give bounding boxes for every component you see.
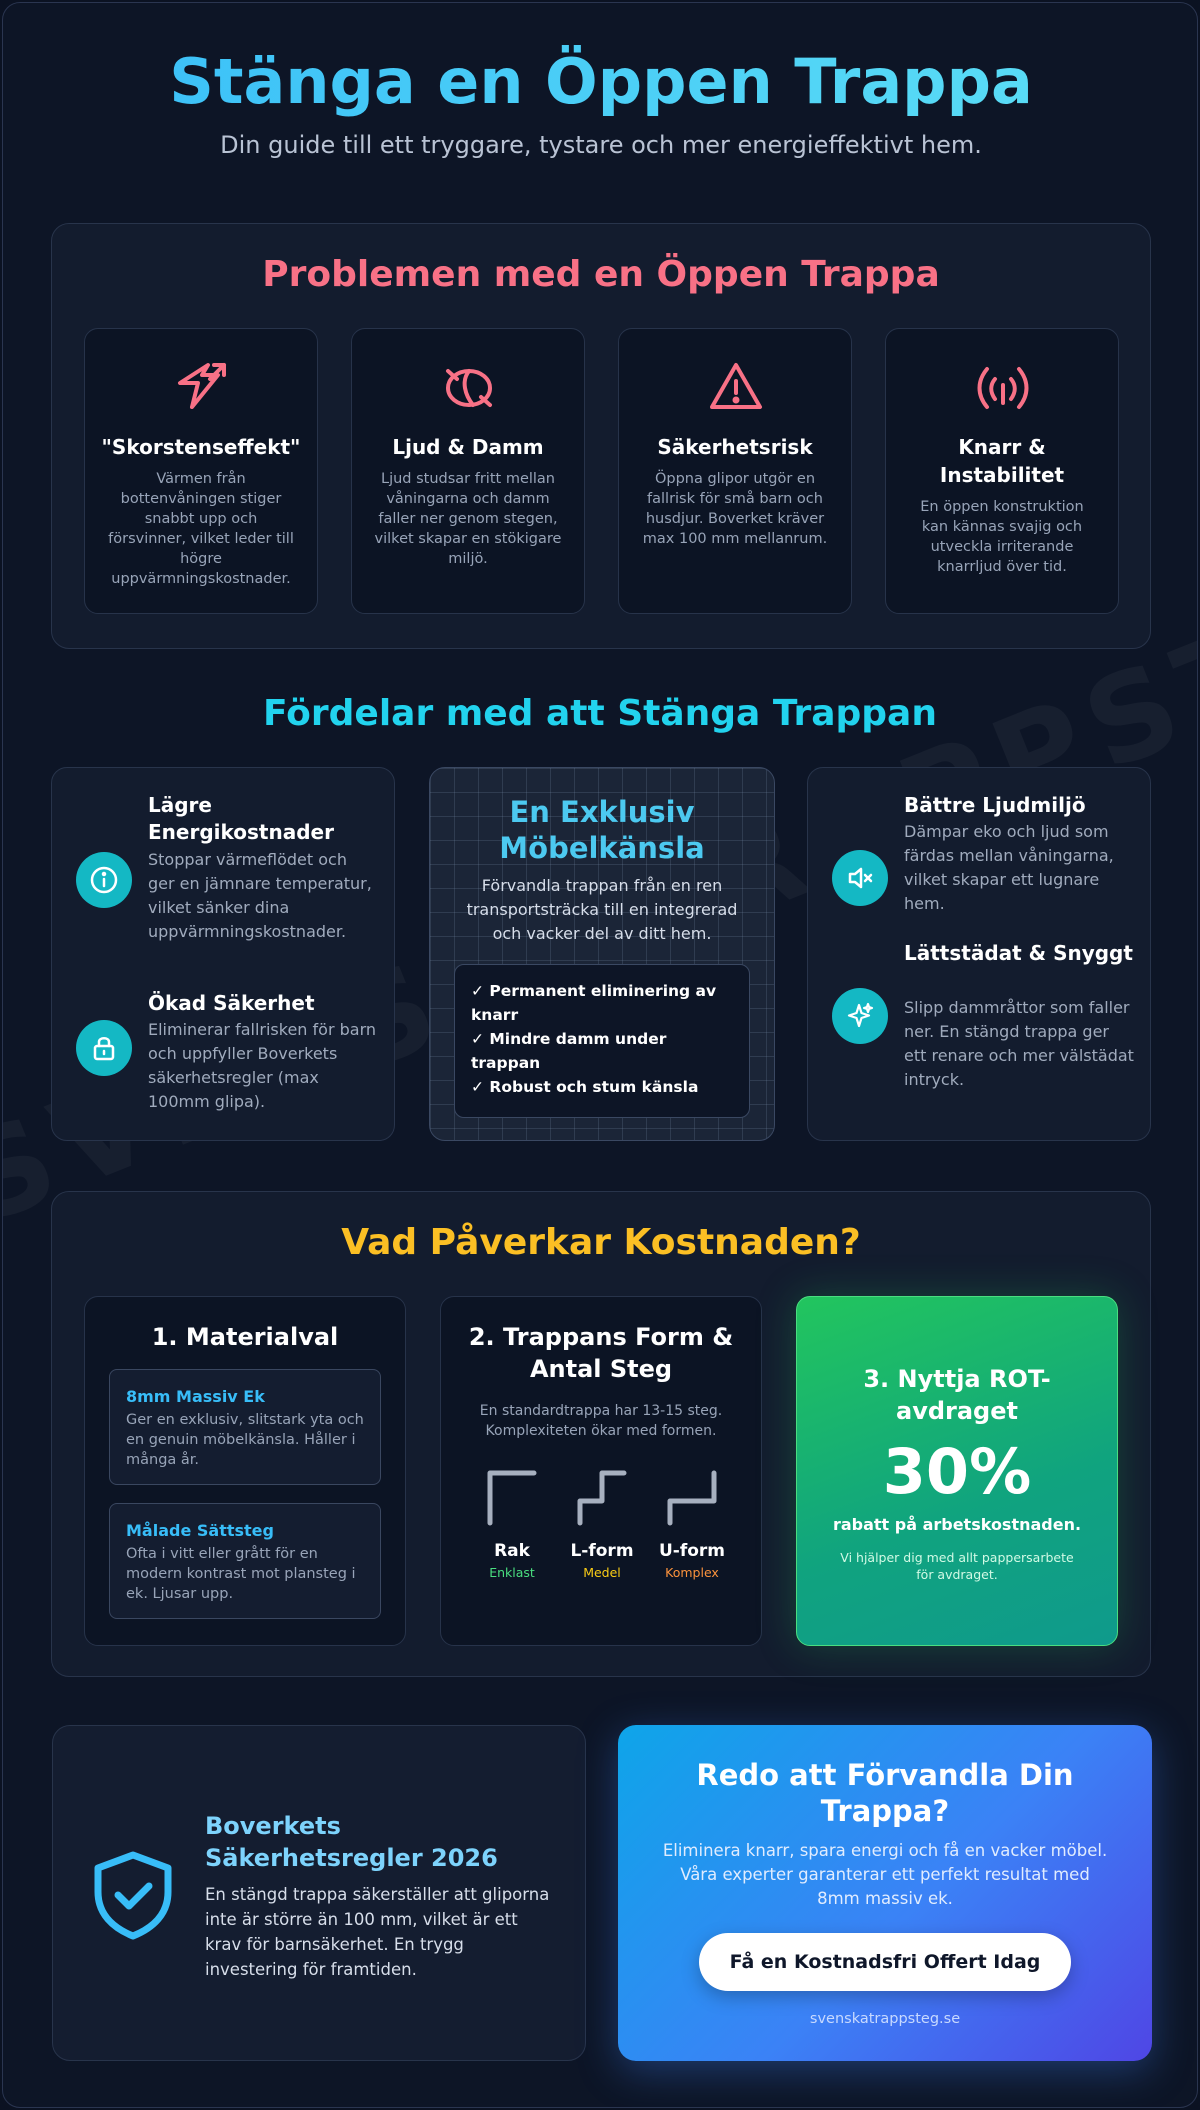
furniture-feel-card bbox=[429, 767, 775, 1141]
problem-desc: Öppna glipor utgör en fallrisk för små barn och husdjur. Boverket kräver max 100 mm mellanrum. bbox=[642, 471, 828, 547]
l-stair-icon bbox=[572, 1465, 632, 1529]
problem-title: "Skorstenseffekt" bbox=[101, 435, 301, 459]
shape-desc: En standardtrappa har 13-15 steg. Komplexiteten ökar med formen. bbox=[479, 1403, 723, 1439]
benefit-title: Bättre Ljudmiljö bbox=[904, 793, 1086, 817]
chimney-effect-icon bbox=[172, 357, 232, 417]
shape-name: U-form bbox=[658, 1541, 726, 1561]
page-title: Stänga en Öppen Trappa bbox=[3, 45, 1198, 118]
page-subtitle: Din guide till ett tryggare, tystare och mer energieffektivt hem. bbox=[220, 131, 982, 159]
benefit-desc: Slipp dammråttor som faller ner. En stängd trappa ger ett renare och mer välstädat intryck. bbox=[904, 998, 1134, 1089]
shape-straight bbox=[467, 1465, 557, 1580]
benefit-title: Ökad Säkerhet bbox=[148, 991, 315, 1015]
benefits-card-left bbox=[51, 767, 395, 1141]
shape-level: Enklast bbox=[489, 1565, 535, 1580]
benefit-sound bbox=[832, 792, 1134, 922]
benefit-icon bbox=[76, 1020, 132, 1076]
safety-desc: En stängd trappa säkerställer att gliporna inte är större än 100 mm, vilket är ett krav för barnsäkerhet. En trygg investering för framtiden. bbox=[205, 1885, 550, 1979]
material-option-title: 8mm Massiv Ek bbox=[126, 1387, 265, 1406]
warning-icon bbox=[706, 357, 766, 417]
benefit-safety bbox=[76, 990, 378, 1120]
material-option-title: Målade Sättsteg bbox=[126, 1521, 274, 1540]
vibration-icon bbox=[973, 357, 1033, 417]
shape-u bbox=[647, 1465, 737, 1580]
problem-desc: Värmen från bottenvåningen stiger snabbt upp och försvinner, vilket leder till högre uppvärmningskostnader. bbox=[108, 471, 294, 587]
infographic-page bbox=[2, 2, 1198, 2108]
sparkle-icon bbox=[845, 1001, 875, 1031]
rot-card bbox=[796, 1296, 1118, 1646]
furniture-feel-title: En Exklusiv Möbelkänsla bbox=[499, 795, 705, 865]
rot-title: 3. Nyttja ROT-avdraget bbox=[863, 1365, 1051, 1425]
free-quote-button[interactable]: Få en Kostnadsfri Offert Idag bbox=[699, 1933, 1071, 1991]
benefits-card-right bbox=[807, 767, 1151, 1141]
benefit-desc: Dämpar eko och ljud som färdas mellan våningarna, vilket skapar ett lugnare hem. bbox=[904, 822, 1114, 913]
cost-title: Vad Påverkar Kostnaden? bbox=[341, 1222, 861, 1263]
material-title: 1. Materialval bbox=[151, 1323, 339, 1351]
furniture-feel-desc: Förvandla trappan från en ren transportsträcka till en integrerad och vacker del av ditt hem. bbox=[466, 876, 738, 943]
problem-title: Knarr & Instabilitet bbox=[939, 435, 1065, 487]
shape-name: L-form bbox=[570, 1541, 634, 1561]
cta-card bbox=[618, 1725, 1152, 2061]
problem-card-noise-dust bbox=[351, 328, 585, 614]
shape-level: Komplex bbox=[665, 1565, 719, 1580]
problem-desc: Ljud studsar fritt mellan våningarna och damm faller ner genom stegen, vilket skapar en stökigare miljö. bbox=[374, 471, 562, 567]
shape-name: Rak bbox=[494, 1541, 530, 1561]
problems-section bbox=[51, 223, 1151, 649]
problem-card-chimney bbox=[84, 328, 318, 614]
checklist-item: ✓ Permanent eliminering av knarr bbox=[471, 982, 717, 1024]
cost-section bbox=[51, 1191, 1151, 1677]
u-stair-icon bbox=[662, 1465, 722, 1529]
material-option-desc: Ger en exklusiv, slitstark yta och en genuin möbelkänsla. Håller i många år. bbox=[126, 1412, 364, 1468]
benefit-icon bbox=[832, 850, 888, 906]
info-icon bbox=[89, 865, 119, 895]
shape-card bbox=[440, 1296, 762, 1646]
benefit-clean bbox=[832, 940, 1134, 1100]
mute-icon bbox=[845, 863, 875, 893]
shield-check-icon bbox=[91, 1850, 175, 1940]
problem-title: Ljud & Damm bbox=[392, 435, 544, 459]
benefit-title: Lättstädat & Snyggt bbox=[904, 941, 1133, 965]
dust-icon bbox=[439, 357, 499, 417]
problem-card-creak bbox=[885, 328, 1119, 614]
material-option-painted bbox=[109, 1503, 381, 1619]
problems-title: Problemen med en Öppen Trappa bbox=[262, 254, 940, 295]
shape-l bbox=[557, 1465, 647, 1580]
problem-desc: En öppen konstruktion kan kännas svajig och utveckla irriterande knarrljud över tid. bbox=[920, 499, 1084, 575]
benefit-desc: Stoppar värmeflödet och ger en jämnare temperatur, vilket sänker dina uppvärmningskostnader. bbox=[148, 850, 372, 941]
lock-icon bbox=[89, 1033, 119, 1063]
checklist-item: ✓ Mindre damm under trappan bbox=[471, 1030, 667, 1072]
material-card bbox=[84, 1296, 406, 1646]
benefit-energy bbox=[76, 792, 378, 972]
rot-label: rabatt på arbetskostnaden. bbox=[832, 1515, 1082, 1534]
problem-title: Säkerhetsrisk bbox=[657, 435, 813, 459]
safety-rules-card bbox=[52, 1725, 586, 2061]
problem-card-safety bbox=[618, 328, 852, 614]
shape-title: 2. Trappans Form & Antal Steg bbox=[468, 1323, 734, 1383]
straight-stair-icon bbox=[482, 1465, 542, 1529]
cta-title: Redo att Förvandla Din Trappa? bbox=[696, 1758, 1074, 1828]
material-option-oak bbox=[109, 1369, 381, 1485]
benefit-icon bbox=[832, 988, 888, 1044]
rot-note: Vi hjälper dig med allt pappersarbete för avdraget. bbox=[840, 1550, 1074, 1582]
benefit-icon bbox=[76, 852, 132, 908]
website-link[interactable]: svenskatrappsteg.se bbox=[809, 2011, 961, 2027]
checklist-item: ✓ Robust och stum känsla bbox=[471, 1078, 699, 1096]
checklist bbox=[454, 964, 750, 1118]
benefits-title: Fördelar med att Stänga Trappan bbox=[263, 693, 937, 734]
safety-title: Boverkets Säkerhetsregler 2026 bbox=[205, 1812, 498, 1872]
cta-desc: Eliminera knarr, spara energi och få en vacker möbel. Våra experter garanterar ett perfekt resultat med 8mm massiv ek. bbox=[662, 1841, 1108, 1908]
benefit-desc: Eliminerar fallrisken för barn och uppfyller Boverkets säkerhetsregler (max 100mm glipa). bbox=[148, 1020, 376, 1111]
rot-value: 30% bbox=[882, 1435, 1032, 1508]
material-option-desc: Ofta i vitt eller grått för en modern kontrast mot plansteg i ek. Ljusar upp. bbox=[126, 1546, 356, 1602]
benefit-title: Lägre Energikostnader bbox=[148, 793, 334, 844]
shape-level: Medel bbox=[583, 1565, 621, 1580]
